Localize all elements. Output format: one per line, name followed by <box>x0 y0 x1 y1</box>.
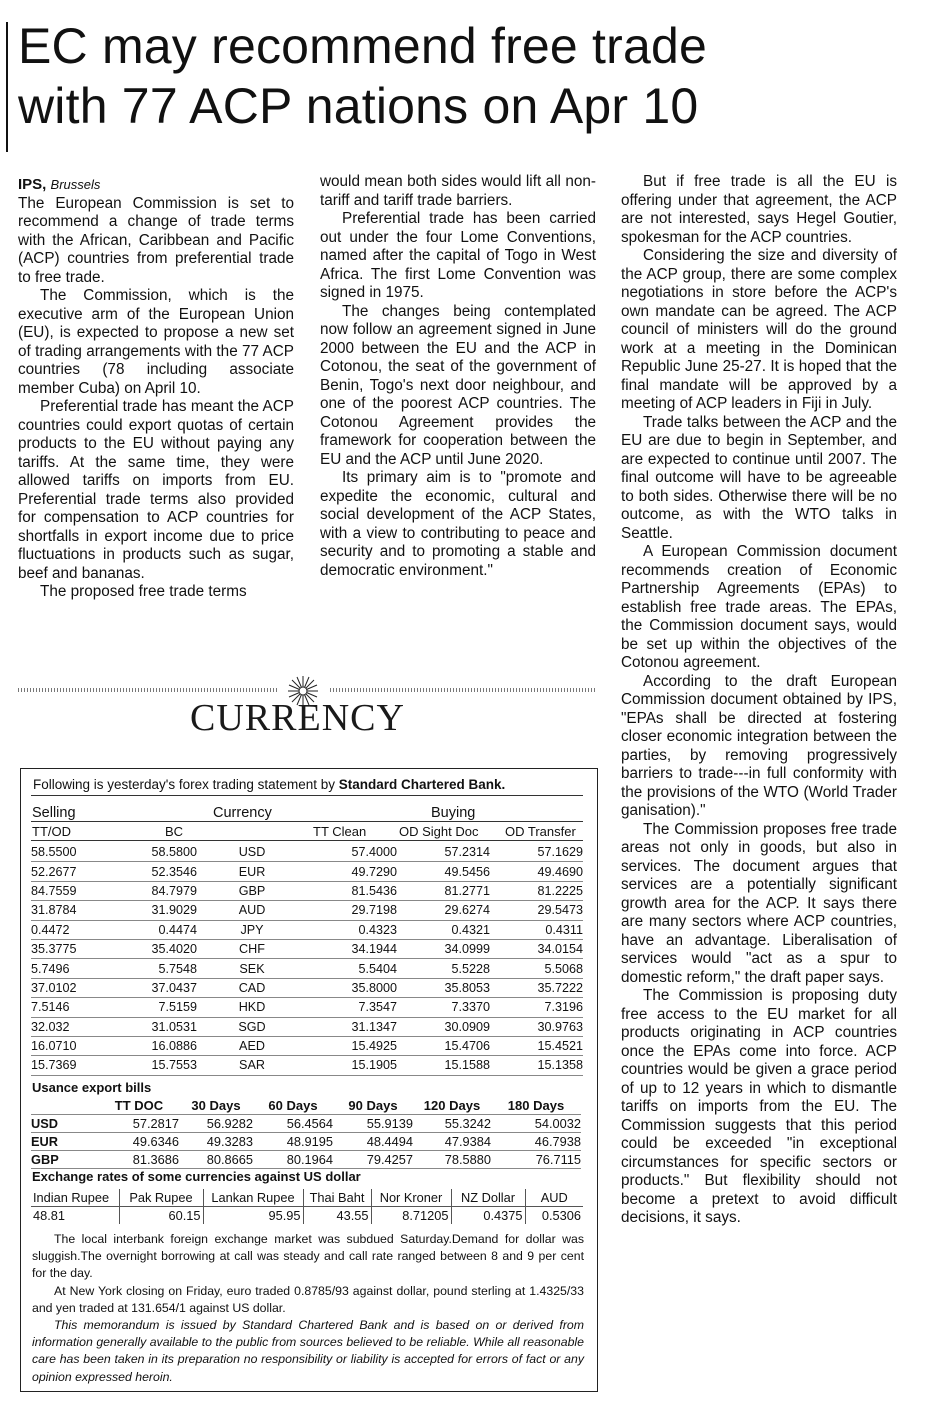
rate-cell: 31.9029 <box>109 901 197 920</box>
rate-cell: CAD <box>197 978 307 997</box>
usance-cell: 57.2817 <box>99 1115 179 1133</box>
usance-currency: EUR <box>31 1133 99 1151</box>
rate-cell: AED <box>197 1036 307 1055</box>
rate-cell: 49.5456 <box>397 862 490 881</box>
article-column-1 <box>18 176 294 602</box>
rate-row <box>31 862 583 881</box>
usance-corner <box>31 1097 99 1115</box>
usance-header: 30 Days <box>179 1097 253 1115</box>
rate-cell: EUR <box>197 862 307 881</box>
forex-rates-table <box>31 843 583 1076</box>
byline <box>18 176 294 195</box>
exchange-value: 48.81 <box>33 1208 66 1223</box>
rate-row <box>31 1056 583 1075</box>
exchange-title: Exchange rates of some currencies against US dollar <box>32 1169 361 1184</box>
rate-cell: HKD <box>197 998 307 1017</box>
rate-cell: 7.3196 <box>490 998 583 1017</box>
rate-cell: 7.3547 <box>307 998 397 1017</box>
rate-cell: 34.0999 <box>397 939 490 958</box>
usance-cell: 81.3686 <box>99 1151 179 1169</box>
rate-cell: 84.7559 <box>31 881 109 900</box>
rate-cell: 34.1944 <box>307 939 397 958</box>
exchange-header: Indian Rupee <box>31 1189 119 1207</box>
usance-cell: 76.7115 <box>491 1151 581 1169</box>
rate-cell: 5.5068 <box>490 959 583 978</box>
rate-cell: 57.4000 <box>307 843 397 862</box>
rate-cell: JPY <box>197 920 307 939</box>
paragraph: According to the draft European Commission document obtained by IPS, "EPAs shall be directed at fostering closer economic integration between the parties, by removing progressively barriers to trade---in full conformity with the provisions of the WTO (World Trader ganisation)." <box>621 672 897 819</box>
header-currency: Currency <box>213 805 272 821</box>
rate-cell: 57.1629 <box>490 843 583 862</box>
usance-header: TT DOC <box>99 1097 179 1115</box>
intro-text: Following is yesterday's forex trading statement by <box>33 777 339 792</box>
rate-cell: 37.0102 <box>31 978 109 997</box>
rate-cell: 29.5473 <box>490 901 583 920</box>
exchange-header: Thai Baht <box>303 1189 371 1207</box>
paragraph: would mean both sides would lift all non-tariff and tariff trade barriers. <box>320 173 596 209</box>
usance-title: Usance export bills <box>32 1080 152 1095</box>
exchange-header: Lankan Rupee <box>203 1189 303 1207</box>
divider <box>31 821 583 822</box>
rate-cell: 30.9763 <box>490 1017 583 1036</box>
headline <box>18 16 918 136</box>
usance-header: 60 Days <box>253 1097 333 1115</box>
rate-cell: 5.7496 <box>31 959 109 978</box>
rate-row <box>31 959 583 978</box>
currency-intro <box>33 776 505 794</box>
usance-cell: 55.3242 <box>413 1115 491 1133</box>
rate-cell: 0.4323 <box>307 920 397 939</box>
divider <box>31 795 583 796</box>
disclaimer: This memorandum is issued by Standard Chartered Bank and is based on or derived from information generally available to the public from sources believed to be reliable. While all reasonable care has been taken in its preparation no responsibility or liability is accepted for errors of fact or any opinion expressed heroin. <box>32 1318 584 1384</box>
usance-cell: 79.4257 <box>333 1151 413 1169</box>
rate-cell: 7.5159 <box>109 998 197 1017</box>
paragraph: The Commission, which is the executive arm of the European Union (EU), is expected to propose a new set of trading arrangements with the 77 ACP countries (78 including associate member Cuba) on April 10. <box>18 287 294 397</box>
paragraph: Preferential trade has been carried out under the four Lome Conventions, named after the capital of Togo in West Africa. The first Lome Convention was signed in 1975. <box>320 210 596 301</box>
rate-cell: 58.5800 <box>109 843 197 862</box>
exchange-value: 0.5306 <box>525 1207 583 1225</box>
usance-cell: 80.8665 <box>179 1151 253 1169</box>
rate-row <box>31 1017 583 1036</box>
rate-row <box>31 939 583 958</box>
rate-cell: 0.4321 <box>397 920 490 939</box>
rate-cell: 58.5500 <box>31 843 109 862</box>
headline-line-1: EC may recommend free trade <box>18 18 707 74</box>
rate-cell: 57.2314 <box>397 843 490 862</box>
header-buying: Buying <box>431 805 476 821</box>
paragraph: Trade talks between the ACP and the EU are due to begin in September, and are expected to continue until 2007. The final outcome will have to be agreeable to both sides. Otherwise there will be no outcome, as with the WTO talks in Seattle. <box>621 413 897 542</box>
paragraph: Considering the size and diversity of the ACP group, there are some complex negotiations in store before the ACP's own mandate can be agreed. The ACP council of ministers will do the ground work at a meeting in the Dominican Republic June 25-27. It is hoped that the final mandate will be approved by a meeting of ACP leaders in Fiji in July. <box>621 247 897 412</box>
rate-row <box>31 1036 583 1055</box>
rate-cell: 5.5404 <box>307 959 397 978</box>
rate-cell: 52.2677 <box>31 862 109 881</box>
exchange-table <box>31 1189 583 1224</box>
rate-cell: 15.4521 <box>490 1036 583 1055</box>
rate-cell: 5.5228 <box>397 959 490 978</box>
exchange-header: Nor Kroner <box>371 1189 451 1207</box>
usance-cell: 56.4564 <box>253 1115 333 1133</box>
rate-cell: CHF <box>197 939 307 958</box>
usance-table <box>31 1097 581 1169</box>
exchange-value: 8.71205 <box>371 1207 451 1225</box>
rate-cell: 81.2771 <box>397 881 490 900</box>
note-paragraph: At New York closing on Friday, euro traded 0.8785/93 against dollar, pound sterling at 1.4325/33 and yen traded at 131.654/1 against US dollar. <box>32 1283 584 1315</box>
rate-cell: 15.1358 <box>490 1056 583 1075</box>
exchange-value: 43.55 <box>303 1207 371 1225</box>
usance-cell: 56.9282 <box>179 1115 253 1133</box>
rate-cell: 37.0437 <box>109 978 197 997</box>
exchange-header: Pak Rupee <box>119 1189 203 1207</box>
exchange-value: 60.15 <box>119 1207 203 1225</box>
usance-currency: USD <box>31 1115 99 1133</box>
rate-cell: USD <box>197 843 307 862</box>
paragraph: The changes being contemplated now follow an agreement signed in June 2000 between the EU and the ACP in Cotonou, the seat of the government of Benin, Togo's next door neighbour, and one of the poorest ACP countries. The Cotonou Agreement provides the framework for cooperation between the EU and the ACP until June 2020. <box>320 302 596 468</box>
rate-cell: 31.0531 <box>109 1017 197 1036</box>
rate-cell: 29.6274 <box>397 901 490 920</box>
rate-cell: 15.7553 <box>109 1056 197 1075</box>
rate-cell: 15.4706 <box>397 1036 490 1055</box>
paragraph: But if free trade is all the EU is offering under that agreement, the ACP are not interested, says Hegel Goutier, spokesman for the ACP countries. <box>621 173 897 246</box>
usance-cell: 47.9384 <box>413 1133 491 1151</box>
rate-cell: 7.5146 <box>31 998 109 1017</box>
header-od-sight: OD Sight Doc <box>399 824 479 839</box>
rate-cell: 15.1588 <box>397 1056 490 1075</box>
article-column-3 <box>621 173 897 1228</box>
exchange-value: 0.4375 <box>451 1207 525 1225</box>
currency-section-title: CURRENCY <box>190 697 405 739</box>
headline-line-2: with 77 ACP nations on Apr 10 <box>18 78 699 134</box>
usance-cell: 55.9139 <box>333 1115 413 1133</box>
rate-row <box>31 920 583 939</box>
usance-row <box>31 1133 581 1151</box>
rate-cell: AUD <box>197 901 307 920</box>
exchange-header: AUD <box>525 1189 583 1207</box>
rate-cell: 31.1347 <box>307 1017 397 1036</box>
rate-cell: 7.3370 <box>397 998 490 1017</box>
rate-cell: 34.0154 <box>490 939 583 958</box>
usance-cell: 49.6346 <box>99 1133 179 1151</box>
exchange-value-row <box>31 1207 583 1225</box>
usance-cell: 49.3283 <box>179 1133 253 1151</box>
usance-row <box>31 1151 581 1169</box>
article-column-2 <box>320 173 596 580</box>
paragraph: Its primary aim is to "promote and expedite the economic, cultural and social development of the ACP States, with a view to contributing to peace and security and to promoting a stable and democratic environment." <box>320 469 596 579</box>
rate-row <box>31 843 583 862</box>
usance-cell: 54.0032 <box>491 1115 581 1133</box>
rate-cell: 29.7198 <box>307 901 397 920</box>
rate-cell: 16.0886 <box>109 1036 197 1055</box>
rate-row <box>31 901 583 920</box>
exchange-header: NZ Dollar <box>451 1189 525 1207</box>
note-paragraph: The local interbank foreign exchange market was subdued Saturday.Demand for dollar was sluggish.The overnight borrowing at call was steady and call rate ranged between 8 and 9 per cent for the day. <box>32 1232 584 1281</box>
header-od-transfer: OD Transfer <box>505 824 576 839</box>
paragraph: The Commission is proposing duty free access to the EU market for all products originating in ACP countries once the EPAs come into force. ACP countries would be given a grace period of up to 12 years in which to dismantle tariffs on imports from the EU. The Commission suggests that this period could be exceeded "in exceptional circumstances for specific sectors or products." But flexibility should not become a pretext to avoid difficult decisions, it says. <box>621 987 897 1226</box>
rate-cell: 49.4690 <box>490 862 583 881</box>
rate-cell: 81.2225 <box>490 881 583 900</box>
header-bc: BC <box>165 824 184 839</box>
byline-place: Brussels <box>50 177 101 192</box>
rate-row <box>31 978 583 997</box>
usance-header: 120 Days <box>413 1097 491 1115</box>
rate-cell: SAR <box>197 1056 307 1075</box>
byline-agency: IPS, <box>18 176 47 193</box>
header-tt-od: TT/OD <box>32 824 71 839</box>
divider <box>31 840 583 841</box>
rate-cell: 81.5436 <box>307 881 397 900</box>
paragraph: A European Commission document recommends creation of Economic Partnership Agreements (EPAs) to establish free trade areas. The EPAs, the Commission document says, would be set up within the objectives of the Cotonou agreement. <box>621 543 897 671</box>
usance-header: 180 Days <box>491 1097 581 1115</box>
rate-cell: 49.7290 <box>307 862 397 881</box>
usance-cell: 48.4494 <box>333 1133 413 1151</box>
rate-cell: 31.8784 <box>31 901 109 920</box>
usance-header: 90 Days <box>333 1097 413 1115</box>
rate-cell: 0.4474 <box>109 920 197 939</box>
rate-cell: 35.8000 <box>307 978 397 997</box>
rate-cell: SEK <box>197 959 307 978</box>
usance-cell: 80.1964 <box>253 1151 333 1169</box>
exchange-value: 95.95 <box>203 1207 303 1225</box>
paragraph: The Commission proposes free trade areas not only in goods, but also in services. The document argues that services are a potentially significant growth area for the ACP. It says there are many sectors where ACP countries, have an advantage. Liberalisation of services would "act as a spur to domestic reform," the draft paper says. <box>621 820 897 986</box>
section-rule-left <box>18 688 278 692</box>
usance-currency: GBP <box>31 1151 99 1169</box>
currency-box <box>20 768 598 1392</box>
currency-notes <box>32 1231 584 1386</box>
intro-bank: Standard Chartered Bank. <box>338 777 506 792</box>
rate-cell: 84.7979 <box>109 881 197 900</box>
rate-cell: 5.7548 <box>109 959 197 978</box>
rate-cell: 0.4311 <box>490 920 583 939</box>
headline-rule <box>6 22 8 152</box>
rate-cell: 35.8053 <box>397 978 490 997</box>
rate-cell: 35.7222 <box>490 978 583 997</box>
usance-row <box>31 1115 581 1133</box>
rate-cell: 15.1905 <box>307 1056 397 1075</box>
rate-cell: 32.032 <box>31 1017 109 1036</box>
rate-cell: SGD <box>197 1017 307 1036</box>
header-selling: Selling <box>32 805 76 821</box>
usance-cell: 46.7938 <box>491 1133 581 1151</box>
rate-cell: 15.7369 <box>31 1056 109 1075</box>
header-tt-clean: TT Clean <box>313 824 367 839</box>
rate-cell: 0.4472 <box>31 920 109 939</box>
exchange-header-row <box>31 1189 583 1207</box>
rate-cell: 15.4925 <box>307 1036 397 1055</box>
rate-row <box>31 881 583 900</box>
rate-cell: 16.0710 <box>31 1036 109 1055</box>
rate-cell: 35.3775 <box>31 939 109 958</box>
rate-cell: 30.0909 <box>397 1017 490 1036</box>
rate-cell: 52.3546 <box>109 862 197 881</box>
usance-cell: 48.9195 <box>253 1133 333 1151</box>
rate-cell: GBP <box>197 881 307 900</box>
paragraph: The European Commission is set to recommend a change of trade terms with the African, Caribbean and Pacific (ACP) countries from preferential trade to free trade. <box>18 194 294 286</box>
rate-row <box>31 998 583 1017</box>
rate-cell: 35.4020 <box>109 939 197 958</box>
section-rule-right <box>330 688 596 692</box>
paragraph: The proposed free trade terms <box>40 583 247 600</box>
usance-cell: 78.5880 <box>413 1151 491 1169</box>
paragraph: Preferential trade has meant the ACP countries could export quotas of certain products to the EU without paying any tariffs. At the same time, they were allowed tariffs on imports from EU. Preferential trade terms also provided for compensation to ACP countries for shortfalls in export income due to price fluctuations in products such as sugar, beef and bananas. <box>18 398 294 582</box>
